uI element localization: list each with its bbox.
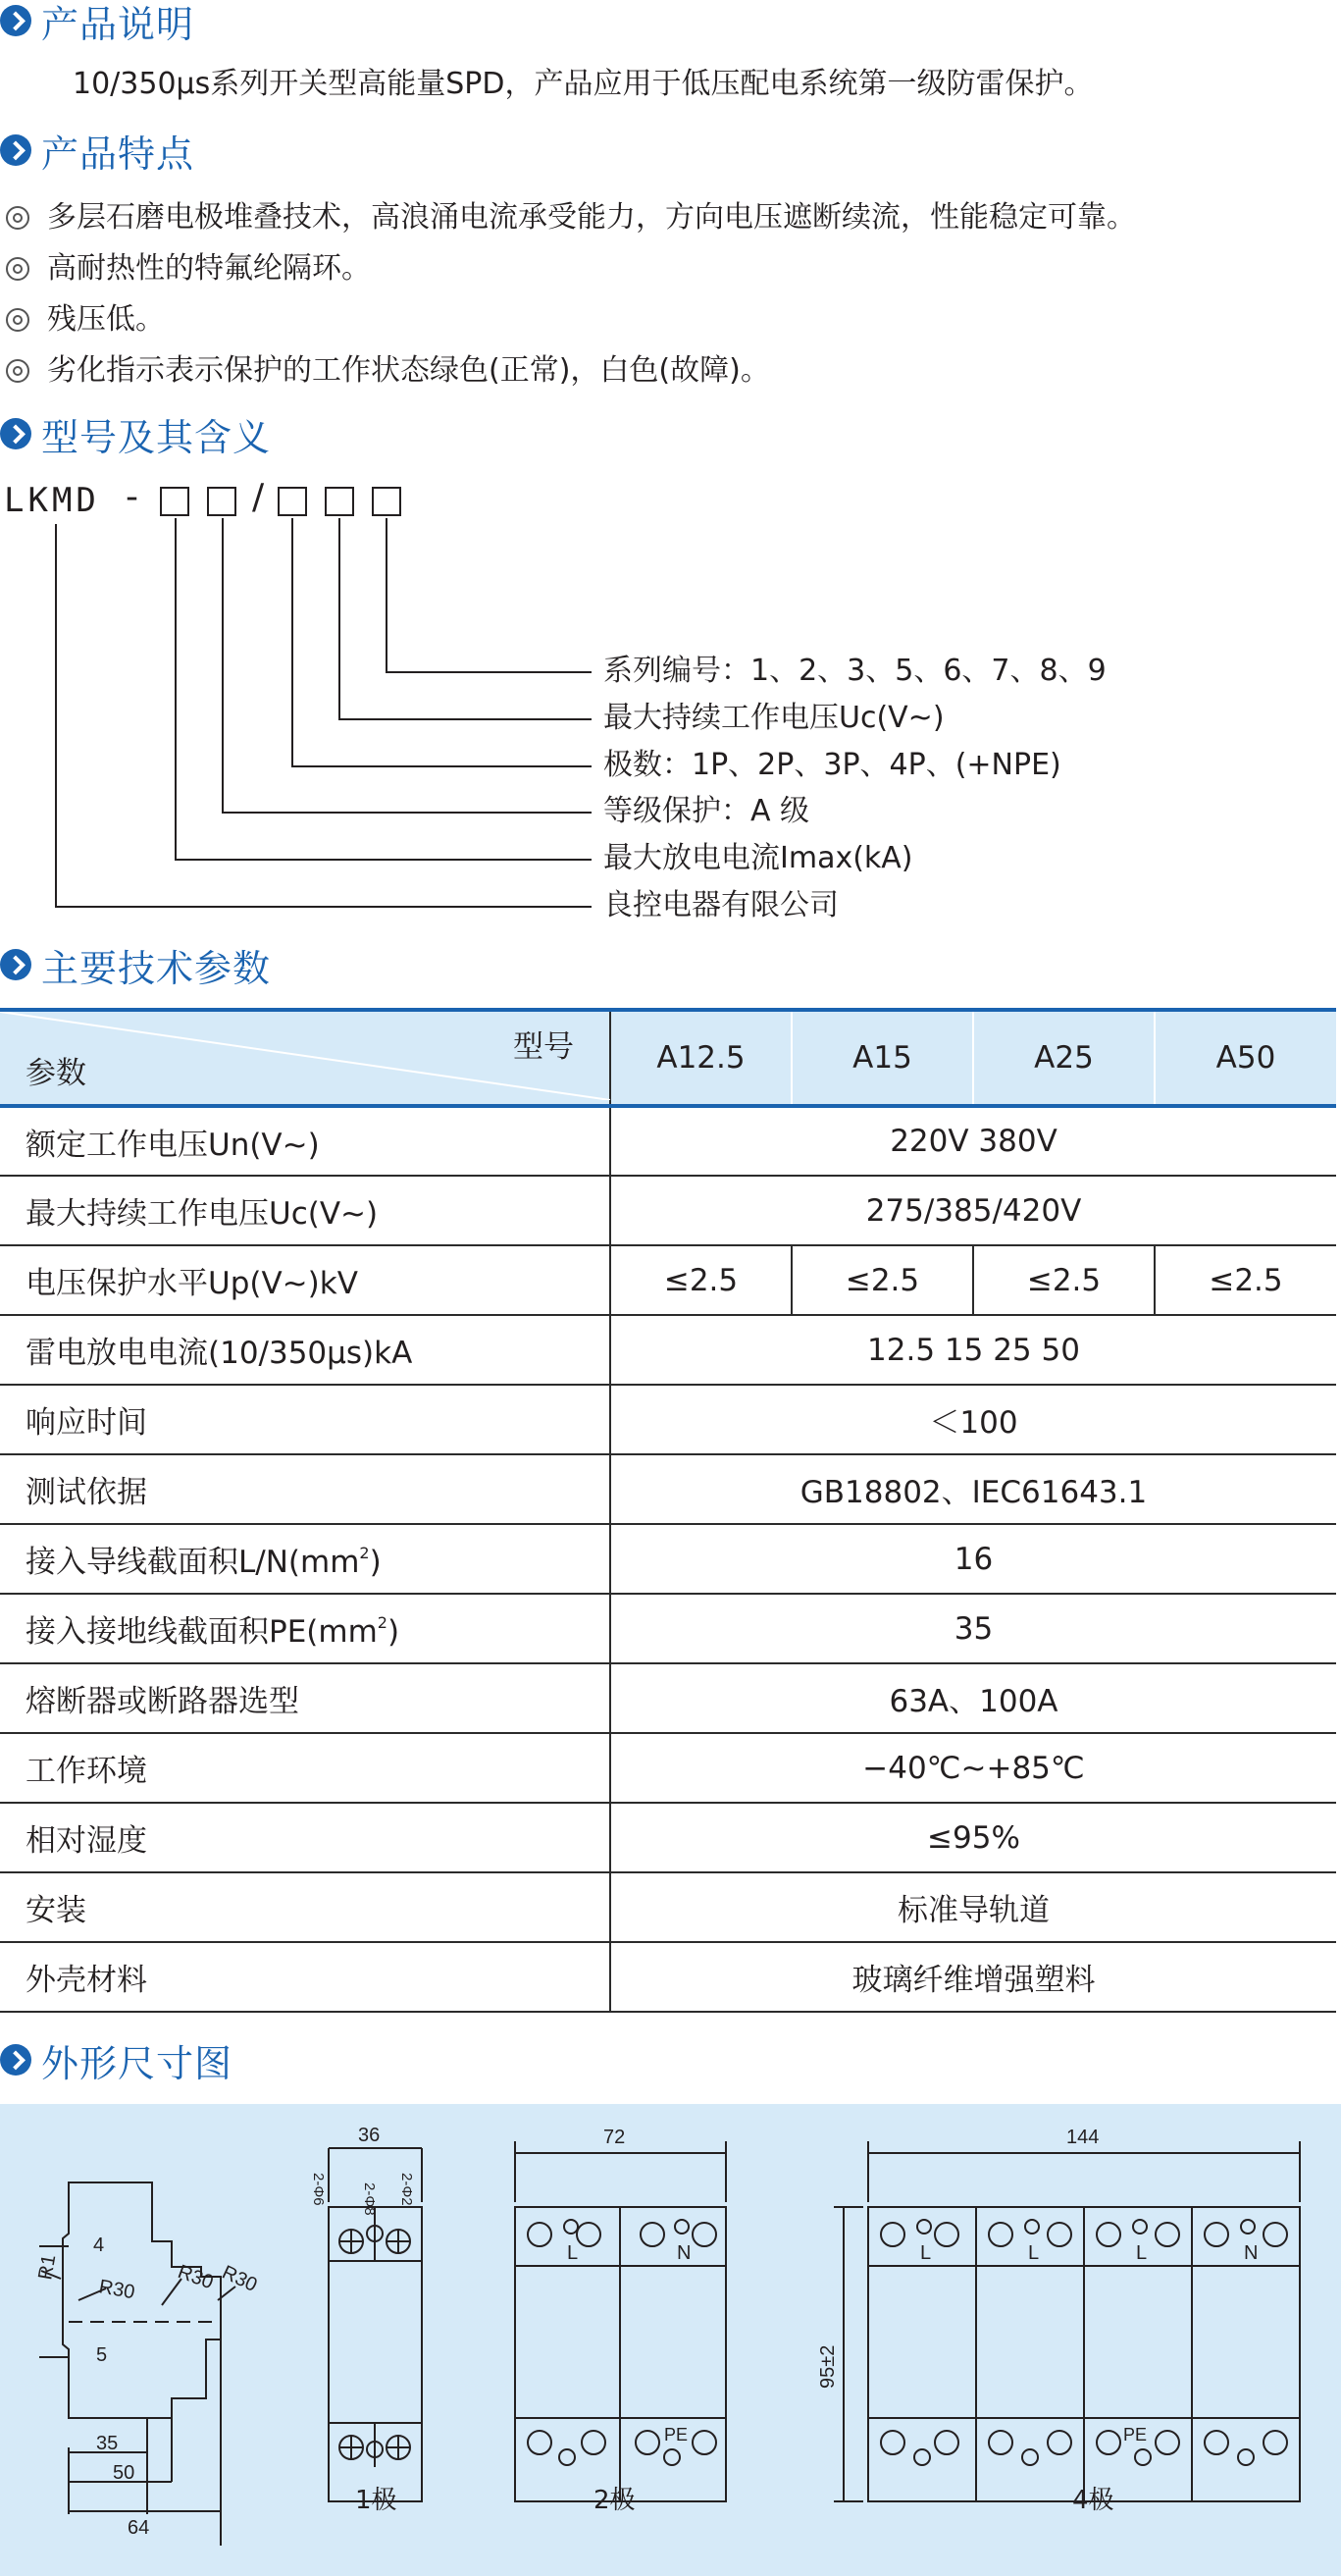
model-label: 等级保护：A 级 <box>603 794 810 828</box>
table-row <box>0 1454 1336 1524</box>
pole2-drawing <box>515 2141 726 2501</box>
param-value: 275/385/420V <box>610 1176 1336 1245</box>
param-value: ＜100 <box>610 1385 1336 1454</box>
param-name: 最大持续工作电压Uc(V~) <box>0 1176 610 1245</box>
leader-line <box>222 812 592 814</box>
terminal-label: L <box>920 2242 932 2264</box>
param-value: ≤95% <box>610 1803 1336 1872</box>
model-box <box>207 487 236 516</box>
model-label: 最大放电电流Imax(kA) <box>603 841 913 875</box>
dim-label: 2-Φ8 <box>361 2182 378 2216</box>
param-name <box>0 1594 610 1663</box>
terminal-label: N <box>677 2242 692 2264</box>
bullet-icon <box>6 359 29 383</box>
leader-line <box>55 906 592 908</box>
dim-label: 72 <box>603 2127 626 2148</box>
table-row <box>0 1524 1336 1594</box>
table-row <box>0 1663 1336 1733</box>
dim-label: 95±2 <box>817 2344 839 2389</box>
model-box <box>325 487 354 516</box>
model-box <box>160 487 189 516</box>
table-row <box>0 1176 1336 1245</box>
pole4-drawing <box>834 2141 1300 2501</box>
side-view-drawing <box>39 2182 235 2546</box>
model-box <box>278 487 307 516</box>
param-name: 响应时间 <box>0 1385 610 1454</box>
model-label: 系列编号：1、2、3、5、6、7、8、9 <box>603 654 1107 688</box>
dim-label: 2-Φ2 <box>398 2173 415 2206</box>
table-row <box>0 1245 1336 1315</box>
model-prefix: LKMD <box>4 481 100 520</box>
section-features <box>0 126 194 175</box>
leader-line <box>222 518 224 813</box>
param-value: 16 <box>610 1524 1336 1594</box>
arrow-icon <box>0 134 31 166</box>
feature-text: 残压低。 <box>47 302 165 337</box>
header-model: A12.5 <box>610 1010 792 1106</box>
feature-item <box>6 249 371 289</box>
dim-label: R30 <box>97 2276 137 2304</box>
table-row <box>0 1942 1336 2012</box>
param-name: 熔断器或断路器选型 <box>0 1663 610 1733</box>
leader-line <box>291 518 293 766</box>
bullet-icon <box>6 206 29 230</box>
model-dash: - <box>126 477 138 517</box>
feature-item <box>6 300 165 340</box>
arrow-icon <box>0 949 31 980</box>
section-dimensions <box>0 2035 232 2084</box>
param-value: ≤2.5 <box>973 1245 1155 1315</box>
intro-text: 10/350μs系列开关型高能量SPD，产品应用于低压配电系统第一级防雷保护。 <box>73 67 1094 101</box>
terminal-label: L <box>1136 2242 1148 2264</box>
table-row <box>0 1733 1336 1803</box>
param-name: 测试依据 <box>0 1454 610 1524</box>
param-value: 220V 380V <box>610 1106 1336 1176</box>
table-row <box>0 1594 1336 1663</box>
param-value: ≤2.5 <box>1155 1245 1336 1315</box>
dim-label: 35 <box>96 2433 119 2454</box>
section-specs <box>0 940 271 989</box>
leader-line <box>175 518 177 860</box>
model-slash: / <box>252 477 265 517</box>
spec-table <box>0 1008 1336 2013</box>
table-row <box>0 1385 1336 1454</box>
section-title: 型号及其含义 <box>41 415 272 459</box>
dim-label: 2-Φ6 <box>310 2173 327 2206</box>
dim-label: 36 <box>358 2125 381 2146</box>
param-sup: 2 <box>377 1613 387 1632</box>
model-label: 良控电器有限公司 <box>603 888 839 922</box>
section-title: 外形尺寸图 <box>41 2041 233 2085</box>
dim-label: R30 <box>218 2261 261 2297</box>
header-param-label: 参数 <box>26 1056 86 1091</box>
arrow-icon <box>0 418 31 449</box>
param-value: 12.5 15 25 50 <box>610 1315 1336 1385</box>
param-value: GB18802、IEC61643.1 <box>610 1454 1336 1524</box>
model-box <box>372 487 401 516</box>
leader-line <box>175 859 592 861</box>
param-value: −40℃~+85℃ <box>610 1733 1336 1803</box>
param-sup: 2 <box>359 1544 370 1562</box>
param-value: 35 <box>610 1594 1336 1663</box>
section-intro <box>0 0 194 45</box>
feature-item <box>6 351 770 391</box>
param-name: 外壳材料 <box>0 1942 610 2012</box>
param-value: 玻璃纤维增强塑料 <box>610 1942 1336 2012</box>
terminal-label: PE <box>1123 2425 1148 2445</box>
param-name: 电压保护水平Up(V~)kV <box>0 1245 610 1315</box>
terminal-label: N <box>1244 2242 1259 2264</box>
param-value: ≤2.5 <box>792 1245 973 1315</box>
param-name-text: ) <box>369 1545 382 1580</box>
param-name <box>0 1524 610 1594</box>
table-header <box>0 1010 1336 1106</box>
dim-label: 5 <box>96 2344 108 2366</box>
header-model: A25 <box>973 1010 1155 1106</box>
dim-label: 64 <box>128 2517 150 2539</box>
feature-text: 劣化指示表示保护的工作状态绿色(正常)，白色(故障)。 <box>47 353 770 388</box>
param-value: ≤2.5 <box>610 1245 792 1315</box>
feature-item <box>6 198 1136 237</box>
feature-text: 多层石磨电极堆叠技术，高浪涌电流承受能力，方向电压遮断续流，性能稳定可靠。 <box>47 200 1136 235</box>
terminal-label: L <box>567 2242 579 2264</box>
drawing-caption: 2极 <box>593 2486 636 2515</box>
param-value: 标准导轨道 <box>610 1872 1336 1942</box>
param-name: 相对湿度 <box>0 1803 610 1872</box>
table-row <box>0 1315 1336 1385</box>
leader-line <box>291 765 592 767</box>
model-label: 极数：1P、2P、3P、4P、(+NPE) <box>603 748 1061 782</box>
param-name-text: 接入接地线截面积PE(mm <box>26 1614 378 1650</box>
header-diagonal-cell <box>0 1010 610 1106</box>
leader-line <box>55 524 57 907</box>
dim-label: 144 <box>1066 2127 1100 2148</box>
dim-label: R1 <box>34 2252 61 2282</box>
header-model-label: 型号 <box>513 1029 574 1065</box>
table-row <box>0 1872 1336 1942</box>
leader-line <box>338 718 592 720</box>
table-row <box>0 1803 1336 1872</box>
header-model: A50 <box>1155 1010 1336 1106</box>
feature-text: 高耐热性的特氟纶隔环。 <box>47 251 371 286</box>
dimension-drawings <box>0 2104 1341 2576</box>
header-model: A15 <box>792 1010 973 1106</box>
table-row <box>0 1106 1336 1176</box>
param-value: 63A、100A <box>610 1663 1336 1733</box>
terminal-label: L <box>1028 2242 1040 2264</box>
section-title: 主要技术参数 <box>41 946 272 990</box>
model-label: 最大持续工作电压Uc(V~) <box>603 701 945 735</box>
param-name: 额定工作电压Un(V~) <box>0 1106 610 1176</box>
terminal-label: PE <box>664 2425 689 2445</box>
drawing-caption: 1极 <box>355 2486 397 2515</box>
param-name-text: ) <box>387 1614 400 1650</box>
section-title: 产品特点 <box>41 131 195 176</box>
dim-label: 4 <box>93 2234 105 2256</box>
param-name: 工作环境 <box>0 1733 610 1803</box>
section-model <box>0 409 271 458</box>
dimension-drawing-panel <box>0 2104 1341 2576</box>
dim-label: 50 <box>113 2462 135 2484</box>
dim-label: R30 <box>175 2261 217 2294</box>
leader-line <box>386 671 592 673</box>
bullet-icon <box>6 308 29 332</box>
section-title: 产品说明 <box>41 2 195 46</box>
param-name: 安装 <box>0 1872 610 1942</box>
leader-line <box>386 518 387 672</box>
param-name: 雷电放电电流(10/350μs)kA <box>0 1315 610 1385</box>
bullet-icon <box>6 257 29 281</box>
leader-line <box>338 518 340 719</box>
param-name-text: 接入导线截面积L/N(mm <box>26 1545 360 1580</box>
arrow-icon <box>0 5 31 36</box>
drawing-caption: 4极 <box>1072 2486 1114 2515</box>
arrow-icon <box>0 2044 31 2076</box>
